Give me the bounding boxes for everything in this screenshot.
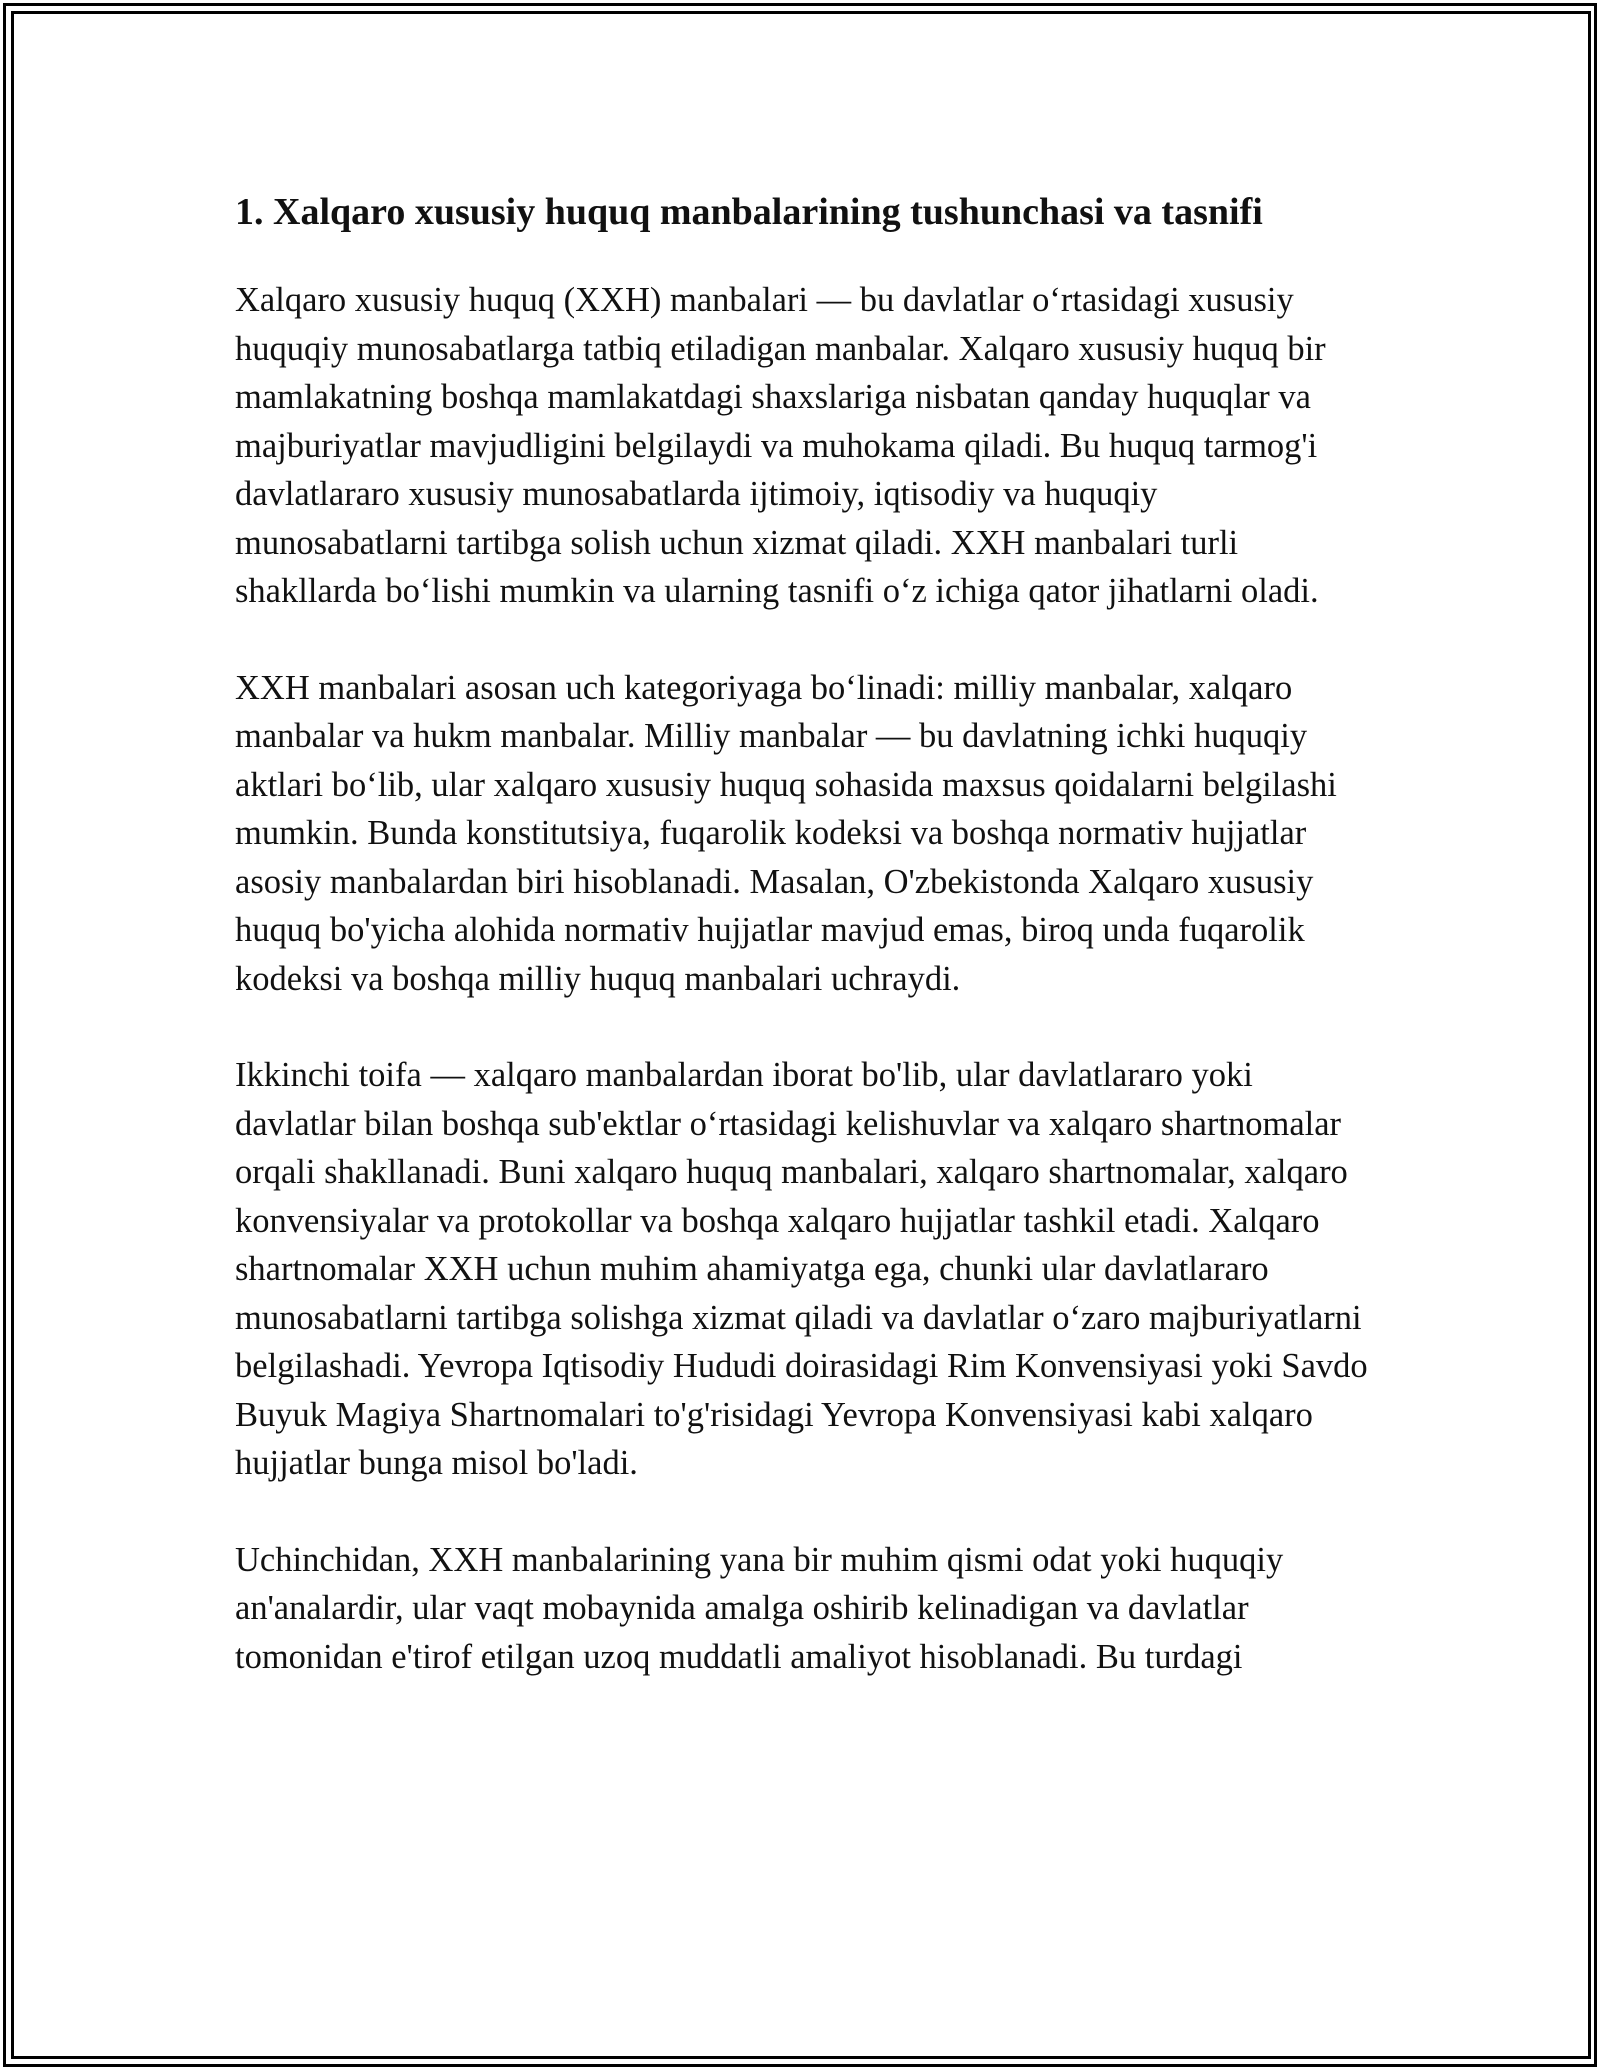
section-heading: 1. Xalqaro xususiy huquq manbalarining tushunchasi va tasnifi xyxy=(235,191,1263,233)
paragraph-3: Ikkinchi toifa — xalqaro manbalardan iborat bo'lib, ular davlatlararo yoki davlatlar bilan boshqa sub'ektlar o‘rtasidagi kelishuvlar va xalqaro shartnomalar orqali shakllanadi. Buni xalqaro huquq manbalari, xalqaro shartnomalar, xalqaro konvensiyalar va protokollar va boshqa xalqaro hujjatlar tashkil etadi. Xalqaro shartnomalar XXH uchun muhim ahamiyatga ega, chunki ular davlatlararo munosabatlarni tartibga solishga xizmat qiladi va davlatlar o‘zaro majburiyatlarni belgilashadi. Yevropa Iqtisodiy Hududi doirasidagi Rim Konvensiyasi yoki Savdo Buyuk Magiya Shartnomalari to'g'risidagi Yevropa Konvensiyasi kabi xalqaro hujjatlar bunga misol bo'ladi. xyxy=(235,1056,1368,1482)
document-body xyxy=(235,185,1375,1729)
paragraph-4: Uchinchidan, XXH manbalarining yana bir muhim qismi odat yoki huquqiy an'analardir, ular vaqt mobaynida amalga oshirib kelinadigan va davlatlar tomonidan e'tirof etilgan uzoq muddatli amaliyot hisoblanadi. Bu turdagi xyxy=(235,1540,1284,1676)
paragraph-2: XXH manbalari asosan uch kategoriyaga bo‘linadi: milliy manbalar, xalqaro manbalar va hukm manbalar. Milliy manbalar — bu davlatning ichki huquqiy aktlari bo‘lib, ular xalqaro xususiy huquq sohasida maxsus qoidalarni belgilashi mumkin. Bunda konstitutsiya, fuqarolik kodeksi va boshqa normativ hujjatlar asosiy manbalardan biri hisoblanadi. Masalan, O'zbekistonda Xalqaro xususiy huquq bo'yicha alohida normativ hujjatlar mavjud emas, biroq unda fuqarolik kodeksi va boshqa milliy huquq manbalari uchraydi. xyxy=(235,668,1337,998)
paragraph-1: Xalqaro xususiy huquq (XXH) manbalari — bu davlatlar o‘rtasidagi xususiy huquqiy munosabatlarga tatbiq etiladigan manbalar. Xalqaro xususiy huquq bir mamlakatning boshqa mamlakatdagi shaxslariga nisbatan qanday huquqlar va majburiyatlar mavjudligini belgilaydi va muhokama qiladi. Bu huquq tarmog'i davlatlararo xususiy munosabatlarda ijtimoiy, iqtisodiy va huquqiy munosabatlarni tartibga solish uchun xizmat qiladi. XXH manbalari turli shakllarda bo‘lishi mumkin va ularning tasnifi o‘z ichiga qator jihatlarni oladi. xyxy=(235,281,1326,610)
